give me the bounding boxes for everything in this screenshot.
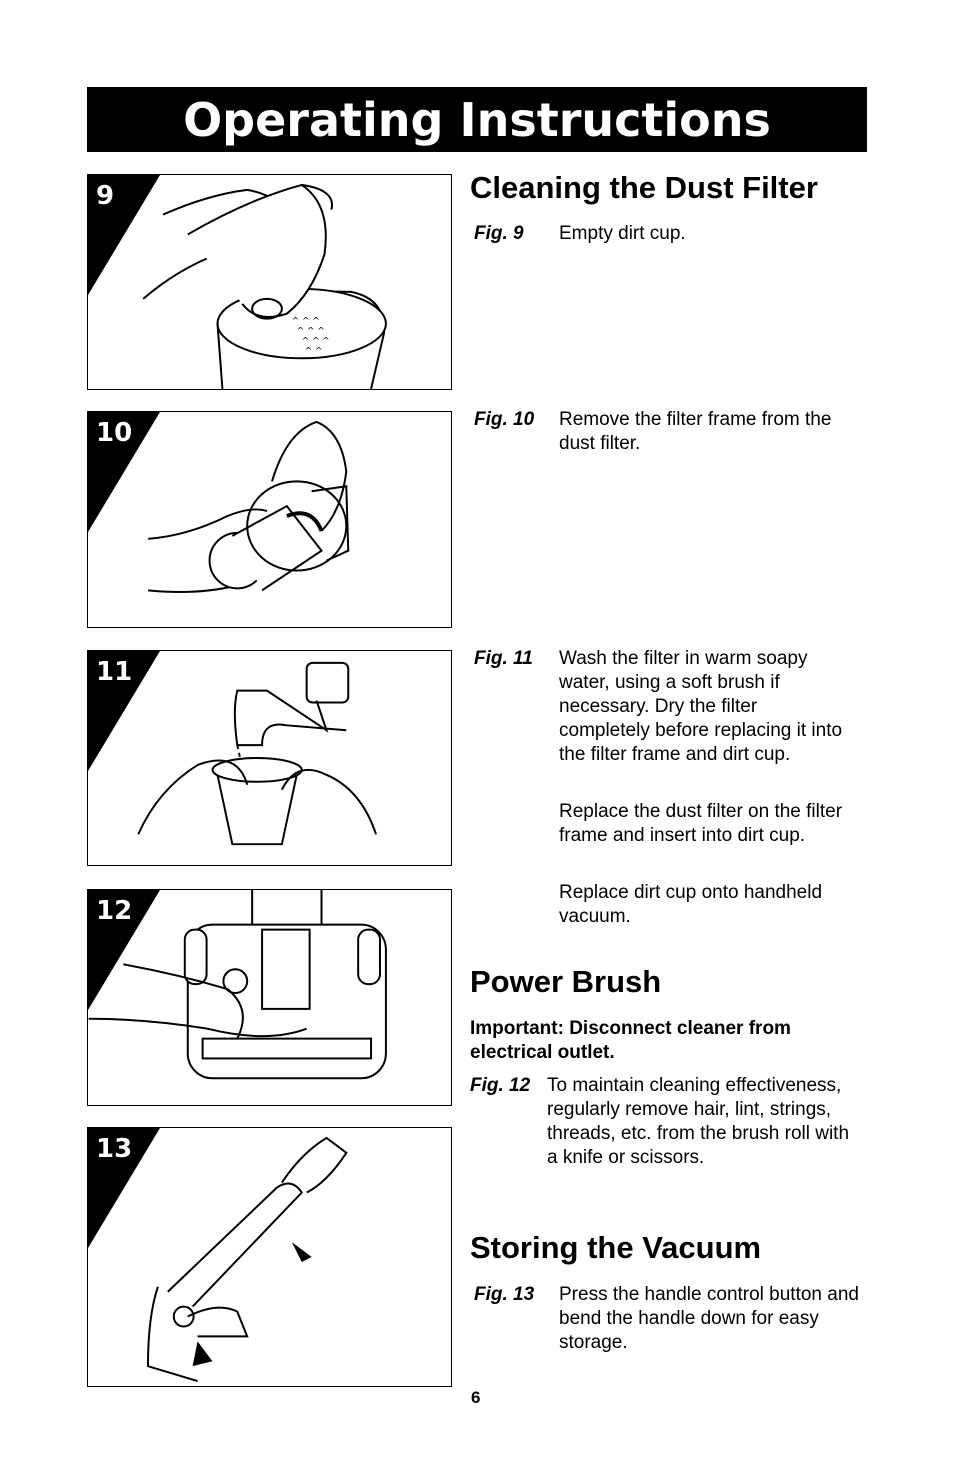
svg-text:^ ^ ^: ^ ^ ^ bbox=[296, 326, 325, 337]
fig9-label: Fig. 9 bbox=[474, 223, 524, 244]
fig9-text: Empty dirt cup. bbox=[559, 223, 686, 244]
figure-number: 10 bbox=[96, 418, 133, 448]
svg-text:^ ^ ^: ^ ^ ^ bbox=[301, 336, 330, 347]
svg-text:^ ^: ^ ^ bbox=[304, 346, 323, 357]
figure-10 bbox=[87, 411, 452, 628]
fig11-label: Fig. 11 bbox=[474, 648, 533, 669]
fig12-text: To maintain cleaning effectiveness, regularly remove hair, lint, strings, threads, etc. from the brush roll with a knife or scissors. bbox=[547, 1075, 850, 1168]
figure-12 bbox=[87, 889, 452, 1106]
figure-number: 12 bbox=[96, 896, 133, 926]
figure-number: 9 bbox=[96, 181, 115, 211]
fig10-label: Fig. 10 bbox=[474, 409, 535, 430]
fig13-instruction bbox=[474, 1283, 864, 1355]
dust-filter-heading: Cleaning the Dust Filter bbox=[470, 170, 818, 205]
fig13-text: Press the handle control button and bend the handle down for easy storage. bbox=[559, 1284, 859, 1353]
storing-heading: Storing the Vacuum bbox=[470, 1230, 762, 1265]
replace-dirt-cup-text: Replace dirt cup onto handheld vacuum. bbox=[559, 882, 823, 927]
fig9-instruction bbox=[474, 222, 864, 246]
svg-text:^ ^ ^: ^ ^ ^ bbox=[291, 316, 320, 327]
figure-11 bbox=[87, 650, 452, 866]
fig13-label: Fig. 13 bbox=[474, 1284, 535, 1305]
title-banner bbox=[87, 87, 867, 152]
fig12-instruction bbox=[470, 1074, 864, 1170]
power-brush-heading: Power Brush bbox=[470, 964, 662, 999]
figure-9 bbox=[87, 174, 452, 390]
fig12-label: Fig. 12 bbox=[470, 1075, 531, 1096]
replace-filter-text: Replace the dust filter on the filter frame and insert into dirt cup. bbox=[559, 801, 843, 846]
fig11-text: Wash the filter in warm soapy water, using a soft brush if necessary. Dry the filter completely before replacing it into the filter frame and dirt cup. bbox=[559, 648, 843, 765]
important-note: Important: Disconnect cleaner from electrical outlet. bbox=[470, 1018, 791, 1063]
fig10-instruction bbox=[474, 408, 864, 456]
figure-number: 13 bbox=[96, 1134, 133, 1164]
figure-number: 11 bbox=[96, 657, 133, 687]
page-number: 6 bbox=[471, 1388, 481, 1407]
figure-13 bbox=[87, 1127, 452, 1387]
page-title: Operating Instructions bbox=[183, 92, 771, 147]
fig10-text: Remove the filter frame from the dust filter. bbox=[559, 409, 832, 454]
fig11-instruction bbox=[474, 647, 864, 767]
